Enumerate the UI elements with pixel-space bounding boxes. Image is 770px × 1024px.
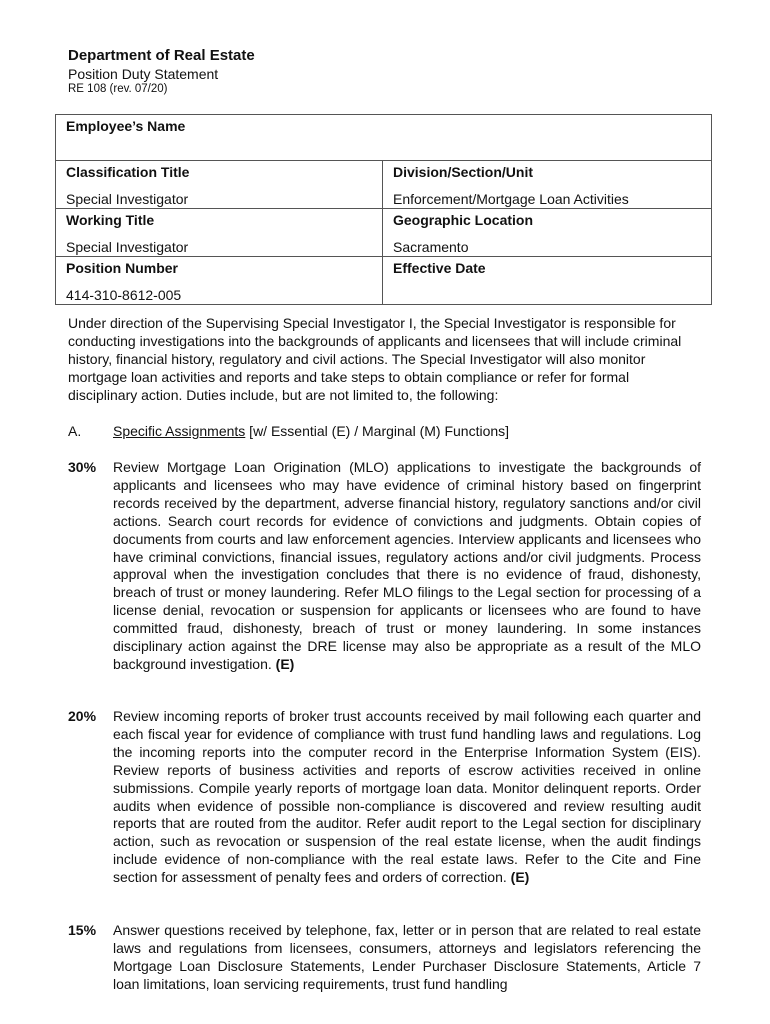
division-cell (383, 161, 712, 209)
duty-percent: 15% (68, 922, 97, 938)
geographic-location-value: Sacramento (393, 239, 469, 255)
effective-date-label: Effective Date (393, 260, 486, 276)
duty-text: Review incoming reports of broker trust accounts received by mail following each quarter and each fiscal year for evidence of compliance with trust fund handling laws and regulations. Log the incoming reports into the computer record in the Enterprise Information System (EIS). Review reports of business activities and reports of escrow activities received in online submissions. Compile yearly reports of mortgage loan data. Monitor delinquent reports. Order audits when evidence of possible non-compliance is discovered and review resulting audit reports that are routed from the auditor. Refer audit report to the Legal section for disciplinary action, such as revocation or suspension of the real estate license, when the audit findings include evidence of non-compliance with the real estate laws. Refer to the Cite and Fine section for assessment of penalty fees and orders of correction. (113, 708, 701, 886)
section-letter: A. (68, 423, 82, 439)
duty-function: (E) (510, 869, 530, 886)
section-title: Specific Assignments (113, 423, 246, 439)
duty-text-block (113, 708, 701, 887)
employee-name-cell (56, 115, 712, 161)
document-title: Position Duty Statement (68, 66, 219, 82)
working-title-cell (56, 209, 383, 257)
division-label: Division/Section/Unit (393, 164, 534, 180)
position-number-value: 414-310-8612-005 (66, 287, 182, 303)
geographic-location-cell (383, 209, 712, 257)
duty-item (68, 708, 701, 887)
division-value: Enforcement/Mortgage Loan Activities (393, 191, 629, 207)
section-a-heading (68, 423, 509, 439)
working-title-label: Working Title (66, 212, 155, 228)
classification-title-label: Classification Title (66, 164, 190, 180)
effective-date-cell (383, 257, 712, 305)
duty-text-block (113, 922, 701, 994)
duty-percent: 30% (68, 459, 97, 475)
duty-percent: 20% (68, 708, 97, 724)
geographic-location-label: Geographic Location (393, 212, 534, 228)
duty-item (68, 922, 701, 994)
position-number-label: Position Number (66, 260, 179, 276)
form-number: RE 108 (rev. 07/20) (68, 83, 168, 95)
duty-text-block (113, 459, 701, 674)
intro-paragraph: Under direction of the Supervising Special Investigator I, the Special Investigator is responsible for conducting investigations into the backgrounds of applicants and licensees that will include criminal history, financial history, regulatory and civil actions. The Special Investigator will also monitor mortgage loan activities and reports and take steps to obtain compliance or refer for formal disciplinary action. Duties include, but are not limited to, the following: (68, 315, 682, 403)
duty-item (68, 459, 701, 674)
classification-title-cell (56, 161, 383, 209)
department-name: Department of Real Estate (68, 47, 255, 64)
position-info-table (55, 114, 712, 305)
working-title-value: Special Investigator (66, 239, 189, 255)
employee-name-label: Employee’s Name (66, 118, 186, 134)
duty-function: (E) (275, 655, 295, 672)
duty-text: Review Mortgage Loan Origination (MLO) applications to investigate the backgrounds of applicants and licensees who may have evidence of criminal history based on fingerprint records received by the department, adverse financial history, regulatory sanctions and/or civil actions. Search court records for evidence of convictions and judgments. Obtain copies of documents from courts and law enforcement agencies. Interview applicants and licensees who have criminal convictions, financial issues, regulatory actions and/or civil judgments. Process approval when the investigation concludes that there is no evidence of fraud, dishonesty, breach of trust or money laundering. Refer MLO filings to the Legal section for processing of a license denial, revocation or suspension for applicants or licensees who are found to have committed fraud, dishonesty, breach of trust or money laundering. In some instances disciplinary action against the DRE license may also be appropriate as a result of the MLO background investigation. (113, 459, 701, 672)
classification-title-value: Special Investigator (66, 191, 189, 207)
duty-text: Answer questions received by telephone, fax, letter or in person that are related to real estate laws and regulations from licensees, consumers, attorneys and legislators referencing the Mortgage Loan Disclosure Statements, Lender Purchaser Disclosure Statements, Article 7 loan limitations, loan servicing requirements, trust fund handling (113, 922, 701, 992)
section-suffix: [w/ Essential (E) / Marginal (M) Functions] (245, 423, 510, 439)
position-number-cell (56, 257, 383, 305)
